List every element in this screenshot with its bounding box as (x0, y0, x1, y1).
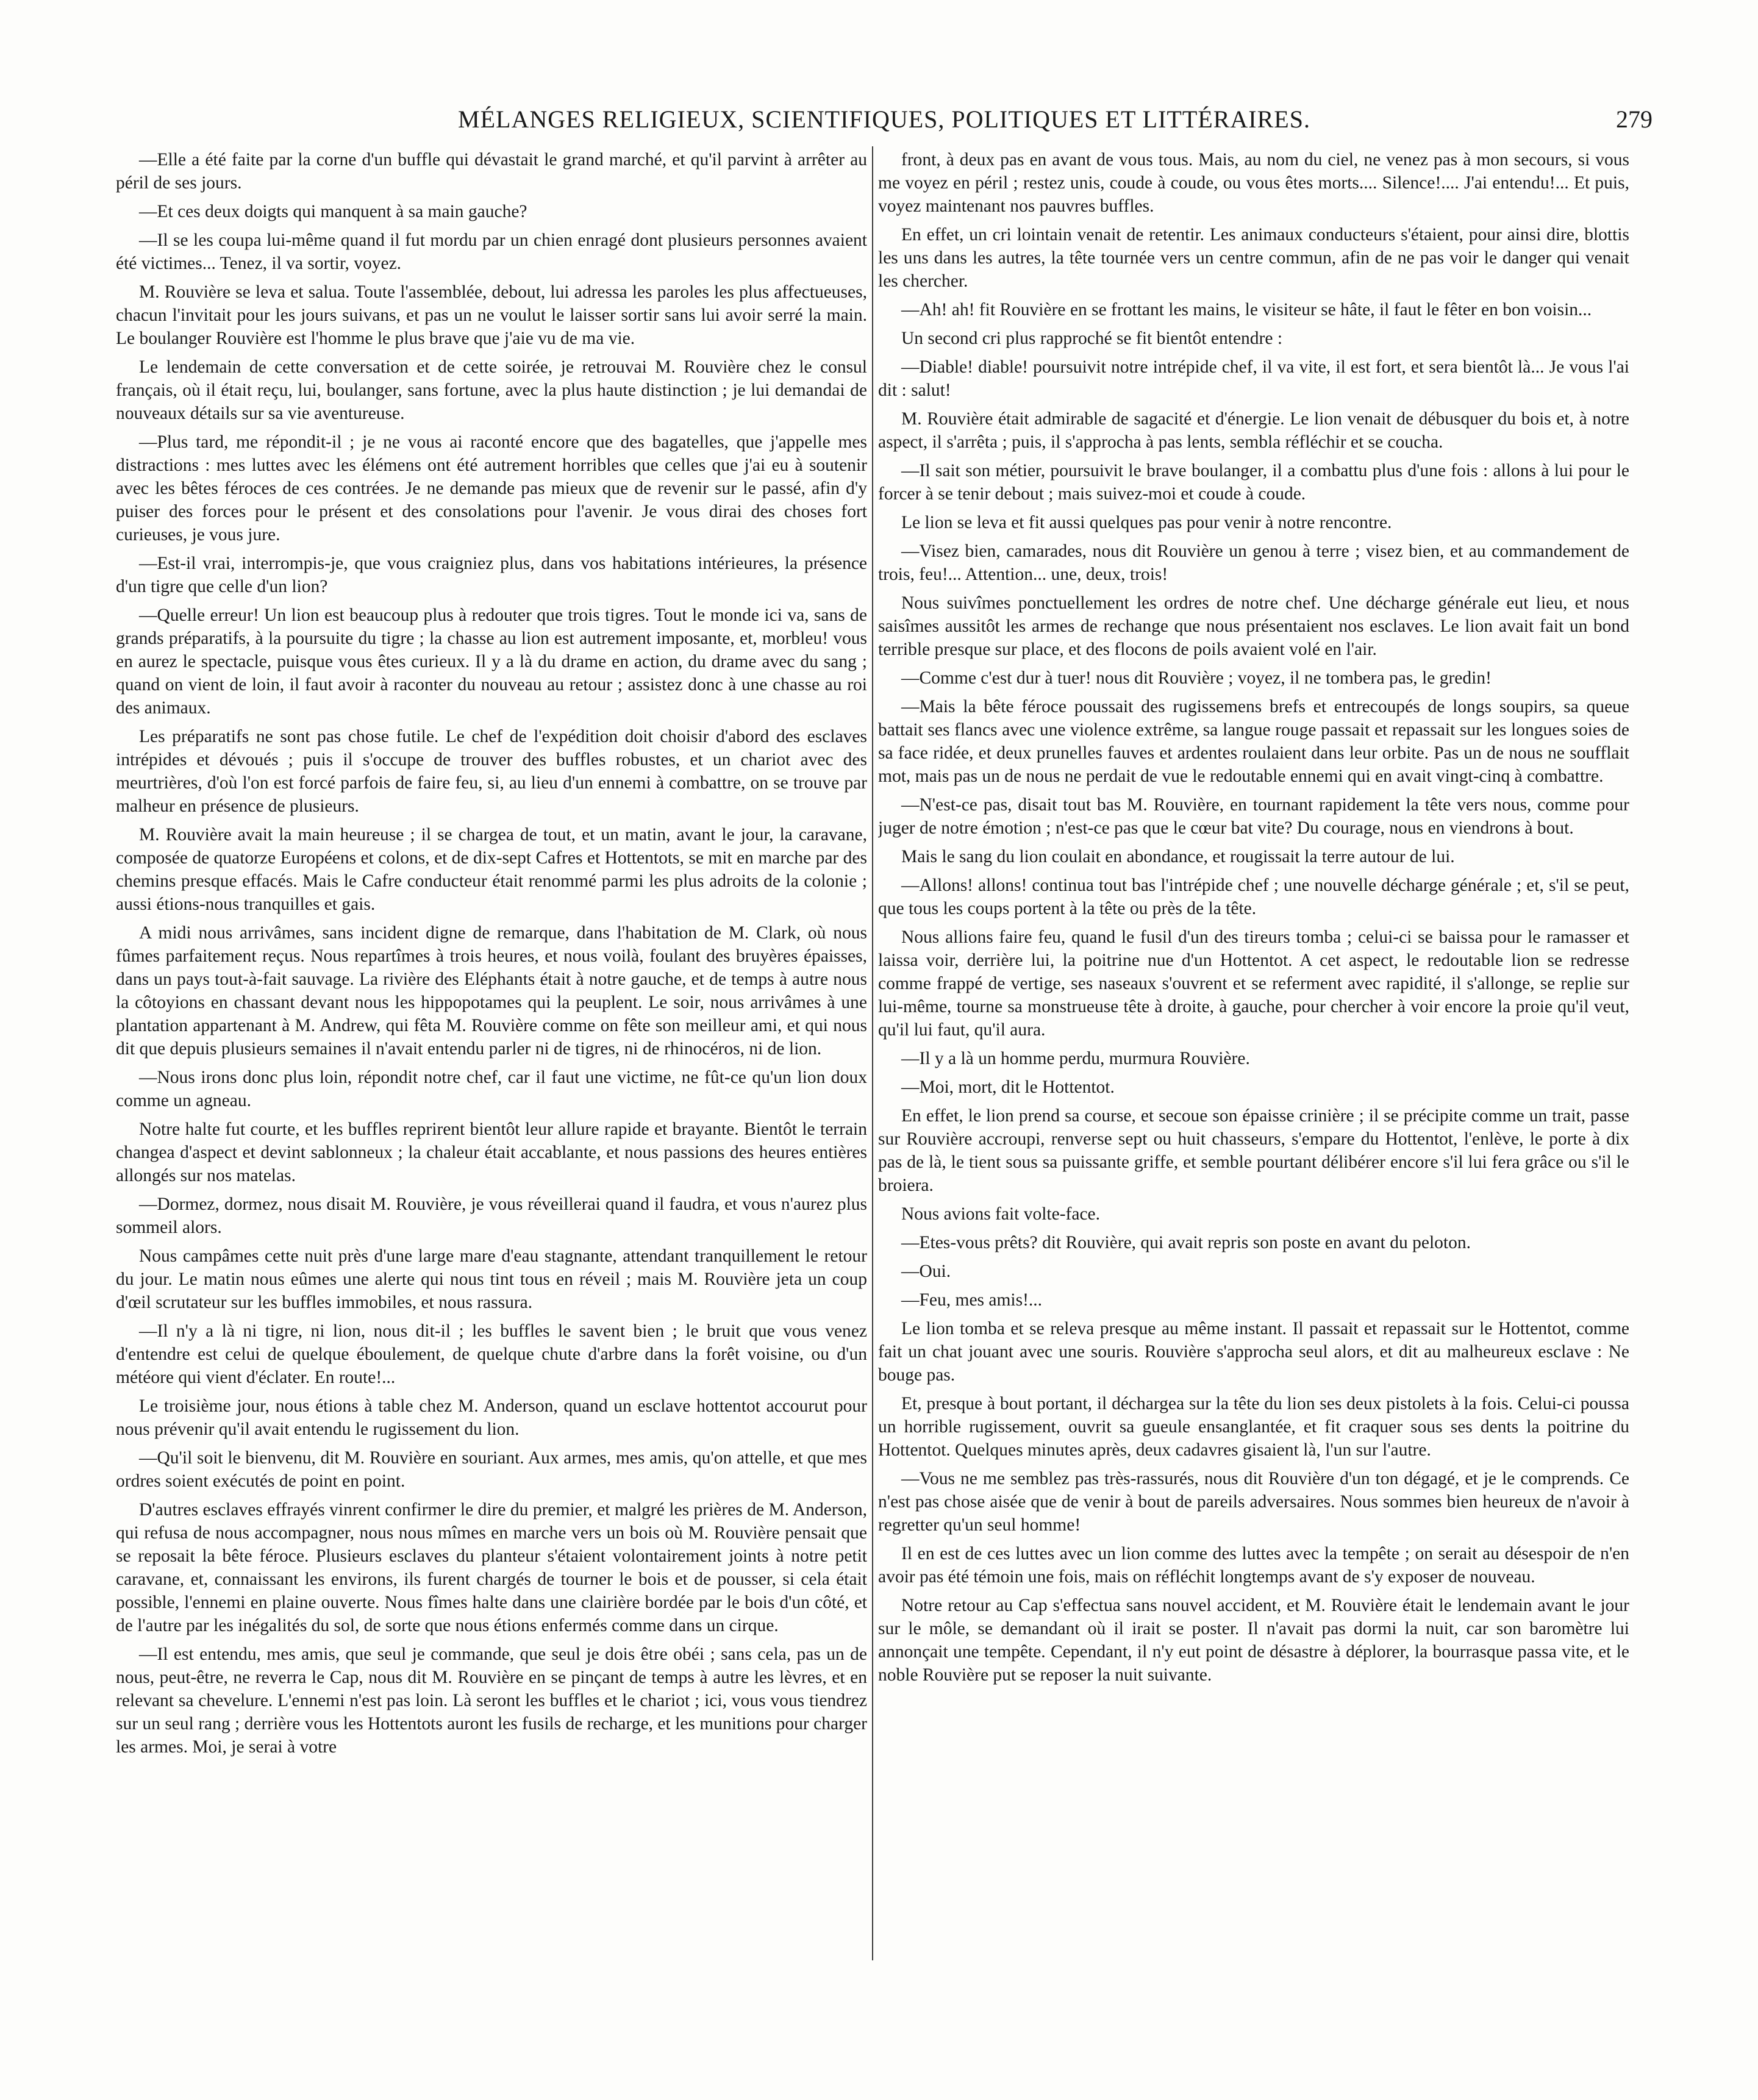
paragraph: M. Rouvière avait la main heureuse ; il se chargea de tout, et un matin, avant le jour, la caravane, composée de quatorze Européens et colons, et de dix-sept Cafres et Hottentots, se mit en marche par des chemins presque effacés. Mais le Cafre conducteur était renommé parmi les plus adroits de la colonie ; aussi étions-nous tranquilles et gais. (116, 825, 867, 914)
paragraph: —Vous ne me semblez pas très-rassurés, nous dit Rouvière d'un ton dégagé, et je le comprends. Ce n'est pas chose aisée que de venir à bout de pareils adversaires. Nous sommes bien heureux de n'avoir à regretter qu'un seul homme! (878, 1469, 1629, 1535)
left-column (116, 148, 867, 1990)
paragraph: —Diable! diable! poursuivit notre intrépide chef, il va vite, il est fort, et sera bientôt là... Je vous l'ai dit : salut! (878, 357, 1629, 400)
paragraph: —Moi, mort, dit le Hottentot. (901, 1077, 1115, 1097)
paragraph: —Visez bien, camarades, nous dit Rouvière un genou à terre ; visez bien, et au commandement de trois, feu!... Attention... une, deux, trois! (878, 541, 1629, 584)
paragraph: Et, presque à bout portant, il déchargea sur la tête du lion ses deux pistolets à la fois. Celui-ci poussa un horrible rugissement, ouvrit sa gueule ensanglantée, et fit craquer sous ses dents la poitrine du Hottentot. Quelques minutes après, deux cadavres gisaient là, l'un sur l'autre. (878, 1394, 1629, 1460)
right-column (878, 148, 1629, 1990)
paragraph: —Ah! ah! fit Rouvière en se frottant les mains, le visiteur se hâte, il faut le fêter en bon voisin... (901, 300, 1592, 320)
paragraph: Le lion tomba et se releva presque au même instant. Il passait et repassait sur le Hottentot, comme fait un chat jouant avec une souris. Rouvière s'approcha seul alors, et dit au malheureux esclave : Ne bouge pas. (878, 1319, 1629, 1385)
page-number: 279 (1616, 105, 1653, 133)
paragraph: —Mais la bête féroce poussait des rugissemens brefs et entrecoupés de longs soupirs, sa queue battait ses flancs avec une violence extrême, sa langue rouge passait et repassait sur les longues soies de sa face ridée, et deux prunelles fauves et ardentes roulaient dans leur orbite. Pas un de nous ne soufflait mot, mais pas un de nous ne perdait de vue le redoutable ennemi qui en avait vingt-cinq à combattre. (878, 697, 1629, 786)
column-divider (872, 146, 873, 1960)
paragraph: —Il sait son métier, poursuivit le brave boulanger, il a combattu plus d'une fois : allons à lui pour le forcer à se tenir debout ; mais suivez-moi et coude à coude. (878, 461, 1629, 504)
paragraph: Les préparatifs ne sont pas chose futile. Le chef de l'expédition doit choisir d'abord des esclaves intrépides et dévoués ; puis il s'occupe de trouver des buffles robustes, et un chariot avec des meurtrières, d'où l'on est forcé parfois de faire feu, si, au lieu d'un ennemi à combattre, on se trouve par malheur en présence de plusieurs. (116, 727, 867, 816)
paragraph: —Elle a été faite par la corne d'un buffle qui dévastait le grand marché, et qu'il parvint à arrêter au péril de ses jours. (116, 150, 867, 193)
paragraph: —Etes-vous prêts? dit Rouvière, qui avait repris son poste en avant du peloton. (901, 1233, 1471, 1252)
paragraph: —Comme c'est dur à tuer! nous dit Rouvière ; voyez, il ne tombera pas, le gredin! (901, 668, 1492, 688)
paragraph: Le lendemain de cette conversation et de cette soirée, je retrouvai M. Rouvière chez le consul français, où il était reçu, lui, boulanger, sans fortune, avec la plus haute distinction ; je lui demandai de nouveaux détails sur sa vie aventureuse. (116, 357, 867, 423)
paragraph: Il en est de ces luttes avec un lion comme des luttes avec la tempête ; on serait au désespoir de n'en avoir pas été témoin une fois, mais on réfléchit longtemps avant de s'y exposer de nouveau. (878, 1544, 1629, 1587)
paragraph: Nous suivîmes ponctuellement les ordres de notre chef. Une décharge générale eut lieu, et nous saisîmes aussitôt les armes de rechange que nous présentaient nos esclaves. Le lion avait fait un bond terrible presque sur place, et des flocons de poils avaient volé en l'air. (878, 593, 1629, 659)
paragraph: Le lion se leva et fit aussi quelques pas pour venir à notre rencontre. (901, 513, 1392, 532)
paragraph: Mais le sang du lion coulait en abondance, et rougissait la terre autour de lui. (901, 847, 1455, 866)
paragraph: M. Rouvière était admirable de sagacité et d'énergie. Le lion venait de débusquer du bois et, à notre aspect, il s'arrêta ; puis, il s'approcha à pas lents, sembla réfléchir et se coucha. (878, 409, 1629, 452)
paragraph: —Dormez, dormez, nous disait M. Rouvière, je vous réveillerai quand il faudra, et vous n'aurez plus sommeil alors. (116, 1195, 867, 1237)
paragraph: Notre retour au Cap s'effectua sans nouvel accident, et M. Rouvière était le lendemain avant le jour sur le môle, se demandant où il irait se poster. Il n'avait pas dormi la nuit, car son baromètre lui annonçait une tempête. Cependant, il n'y eut point de désastre à déplorer, la bourrasque passa vite, et le noble Rouvière put se reposer la nuit suivante. (878, 1596, 1629, 1685)
paragraph: —Il est entendu, mes amis, que seul je commande, que seul je dois être obéi ; sans cela, pas un de nous, peut-être, ne reverra le Cap, nous dit M. Rouvière en se pinçant de temps à autre les lèvres, et en relevant sa chevelure. L'ennemi n'est pas loin. Là seront les buffles et le chariot ; ici, vous vous tiendrez sur un seul rang ; derrière vous les Hottentots auront les fusils de recharge, et les munitions pour charger les armes. Moi, je serai à votre (116, 1645, 867, 1757)
paragraph: —Il se les coupa lui-même quand il fut mordu par un chien enragé dont plusieurs personnes avaient été victimes... Tenez, il va sortir, voyez. (116, 230, 867, 273)
paragraph: Nous avions fait volte-face. (901, 1204, 1101, 1224)
paragraph: M. Rouvière se leva et salua. Toute l'assemblée, debout, lui adressa les paroles les plus affectueuses, chacun l'invitait pour les jours suivans, et pas un ne voulut le laisser sortir sans lui avoir serré la main. Le boulanger Rouvière est l'homme le plus brave que j'aie vu de ma vie. (116, 282, 867, 348)
paragraph: Notre halte fut courte, et les buffles reprirent bientôt leur allure rapide et brayante. Bientôt le terrain changea d'aspect et devint sablonneux ; la chaleur était accablante, et nous passions des heures entières allongés sur nos matelas. (116, 1120, 867, 1185)
paragraph: —Il y a là un homme perdu, murmura Rouvière. (901, 1049, 1250, 1068)
paragraph: front, à deux pas en avant de vous tous. Mais, au nom du ciel, ne venez pas à mon secours, si vous me voyez en péril ; restez unis, coude à coude, ou vous êtes morts.... Silence!.... J'ai entendu!... Et puis, voyez maintenant nos pauvres buffles. (878, 150, 1629, 216)
paragraph: A midi nous arrivâmes, sans incident digne de remarque, dans l'habitation de M. Clark, où nous fûmes parfaitement reçus. Nous repartîmes à trois heures, et nous voilà, foulant des bruyères épaisses, dans un pays tout-à-fait sauvage. La rivière des Eléphants était à notre gauche, et de temps à autre nous la côtoyions en chassant devant nous les hippopotames qui la peuplent. Le soir, nous arrivâmes à une plantation appartenant à M. Andrew, qui fêta M. Rouvière comme on fête son meilleur ami, et qui nous dit que depuis plusieurs semaines il n'avait entendu parler ni de tigres, ni de rhinocéros, ni de lion. (116, 923, 867, 1059)
paragraph: Nous allions faire feu, quand le fusil d'un des tireurs tomba ; celui-ci se baissa pour le ramasser et laissa voir, derrière lui, la poitrine nue d'un Hottentot. A cet aspect, le redoutable lion se redresse comme frappé de vertige, ses naseaux s'ouvrent et se referment avec rapidité, il s'allonge, se replie sur lui-même, tourne sa monstrueuse tête à droite, à gauche, pour chercher à voir encore la proie qu'il veut, qu'il lui faut, qu'il aura. (878, 927, 1629, 1040)
paragraph: —Allons! allons! continua tout bas l'intrépide chef ; une nouvelle décharge générale ; et, s'il se peut, que tous les coups portent à la tête ou près de la tête. (878, 876, 1629, 918)
paragraph: Nous campâmes cette nuit près d'une large mare d'eau stagnante, attendant tranquillement le retour du jour. Le matin nous eûmes une alerte qui nous tint tous en réveil ; mais M. Rouvière jeta un coup d'œil scrutateur sur les buffles immobiles, et nous rassura. (116, 1246, 867, 1312)
paragraph: —Nous irons donc plus loin, répondit notre chef, car il faut une victime, ne fût-ce qu'un lion doux comme un agneau. (116, 1068, 867, 1110)
paragraph: Le troisième jour, nous étions à table chez M. Anderson, quand un esclave hottentot accourut pour nous prévenir qu'il avait entendu le rugissement du lion. (116, 1396, 867, 1439)
page-header (116, 102, 1653, 139)
paragraph: —Feu, mes amis!... (901, 1290, 1043, 1310)
paragraph: En effet, le lion prend sa course, et secoue son épaisse crinière ; il se précipite comme un trait, passe sur Rouvière accroupi, renverse sept ou huit chasseurs, s'empare du Hottentot, l'enlève, le porte à dix pas de là, le tient sous sa puissante griffe, et semble pourtant délibérer encore s'il lui fera grâce ou s'il le broiera. (878, 1106, 1629, 1195)
running-title: MÉLANGES RELIGIEUX, SCIENTIFIQUES, POLITIQUES ET LITTÉRAIRES. (458, 105, 1310, 133)
paragraph: —Plus tard, me répondit-il ; je ne vous ai raconté encore que des bagatelles, que j'appelle mes distractions : mes luttes avec les élémens ont été autrement horribles que celles que j'ai eu à soutenir avec les bêtes féroces de ces contrées. Je ne demande pas mieux que de revenir sur le passé, afin d'y puiser des forces pour le présent et des consolations pour l'avenir. Je vous dirai des choses fort curieuses, je vous jure. (116, 432, 867, 545)
paragraph: —Il n'y a là ni tigre, ni lion, nous dit-il ; les buffles le savent bien ; le bruit que vous venez d'entendre est celui de quelque éboulement, de quelque chute d'arbre dans la forêt voisine, ou d'un météore qui vient d'éclater. En route!... (116, 1321, 867, 1387)
paragraph: —N'est-ce pas, disait tout bas M. Rouvière, en tournant rapidement la tête vers nous, comme pour juger de notre émotion ; n'est-ce pas que le cœur bat vite? Du courage, nous en viendrons à bout. (878, 795, 1629, 838)
paragraph: —Et ces deux doigts qui manquent à sa main gauche? (139, 202, 527, 221)
paragraph: —Qu'il soit le bienvenu, dit M. Rouvière en souriant. Aux armes, mes amis, qu'on attelle, et que mes ordres soient exécutés de point en point. (116, 1448, 867, 1491)
paragraph: —Oui. (901, 1262, 951, 1281)
paragraph: En effet, un cri lointain venait de retentir. Les animaux conducteurs s'étaient, pour ainsi dire, blottis les uns dans les autres, la tête tournée vers un centre commun, afin de ne pas voir le danger qui venait les chercher. (878, 225, 1629, 291)
paragraph: Un second cri plus rapproché se fit bientôt entendre : (901, 329, 1283, 348)
paragraph: —Est-il vrai, interrompis-je, que vous craigniez plus, dans vos habitations intérieures, la présence d'un tigre que celle d'un lion? (116, 554, 867, 596)
paragraph: —Quelle erreur! Un lion est beaucoup plus à redouter que trois tigres. Tout le monde ici va, sans de grands préparatifs, à la poursuite du tigre ; la chasse au lion est autrement imposante, et, morbleu! vous en aurez le spectacle, puisque vous êtes curieux. Il y a là du drame en action, du drame avec du sang ; quand on vient de loin, il faut avoir à raconter du nouveau au retour ; assistez donc à une chasse au roi des animaux. (116, 605, 867, 718)
paragraph: D'autres esclaves effrayés vinrent confirmer le dire du premier, et malgré les prières de M. Anderson, qui refusa de nous accompagner, nous nous mîmes en marche vers un bois où M. Rouvière pensait que se reposait la bête féroce. Plusieurs esclaves du planteur s'étaient volontairement joints à notre petit caravane, et, connaissant les environs, ils furent chargés de tourner le bois et de pousser, si cela était possible, l'ennemi en plaine ouverte. Nous fîmes halte dans une clairière bordée par le bois d'un côté, et de l'autre par les inégalités du sol, de sorte que nous étions enfermés comme dans un cirque. (116, 1500, 867, 1635)
